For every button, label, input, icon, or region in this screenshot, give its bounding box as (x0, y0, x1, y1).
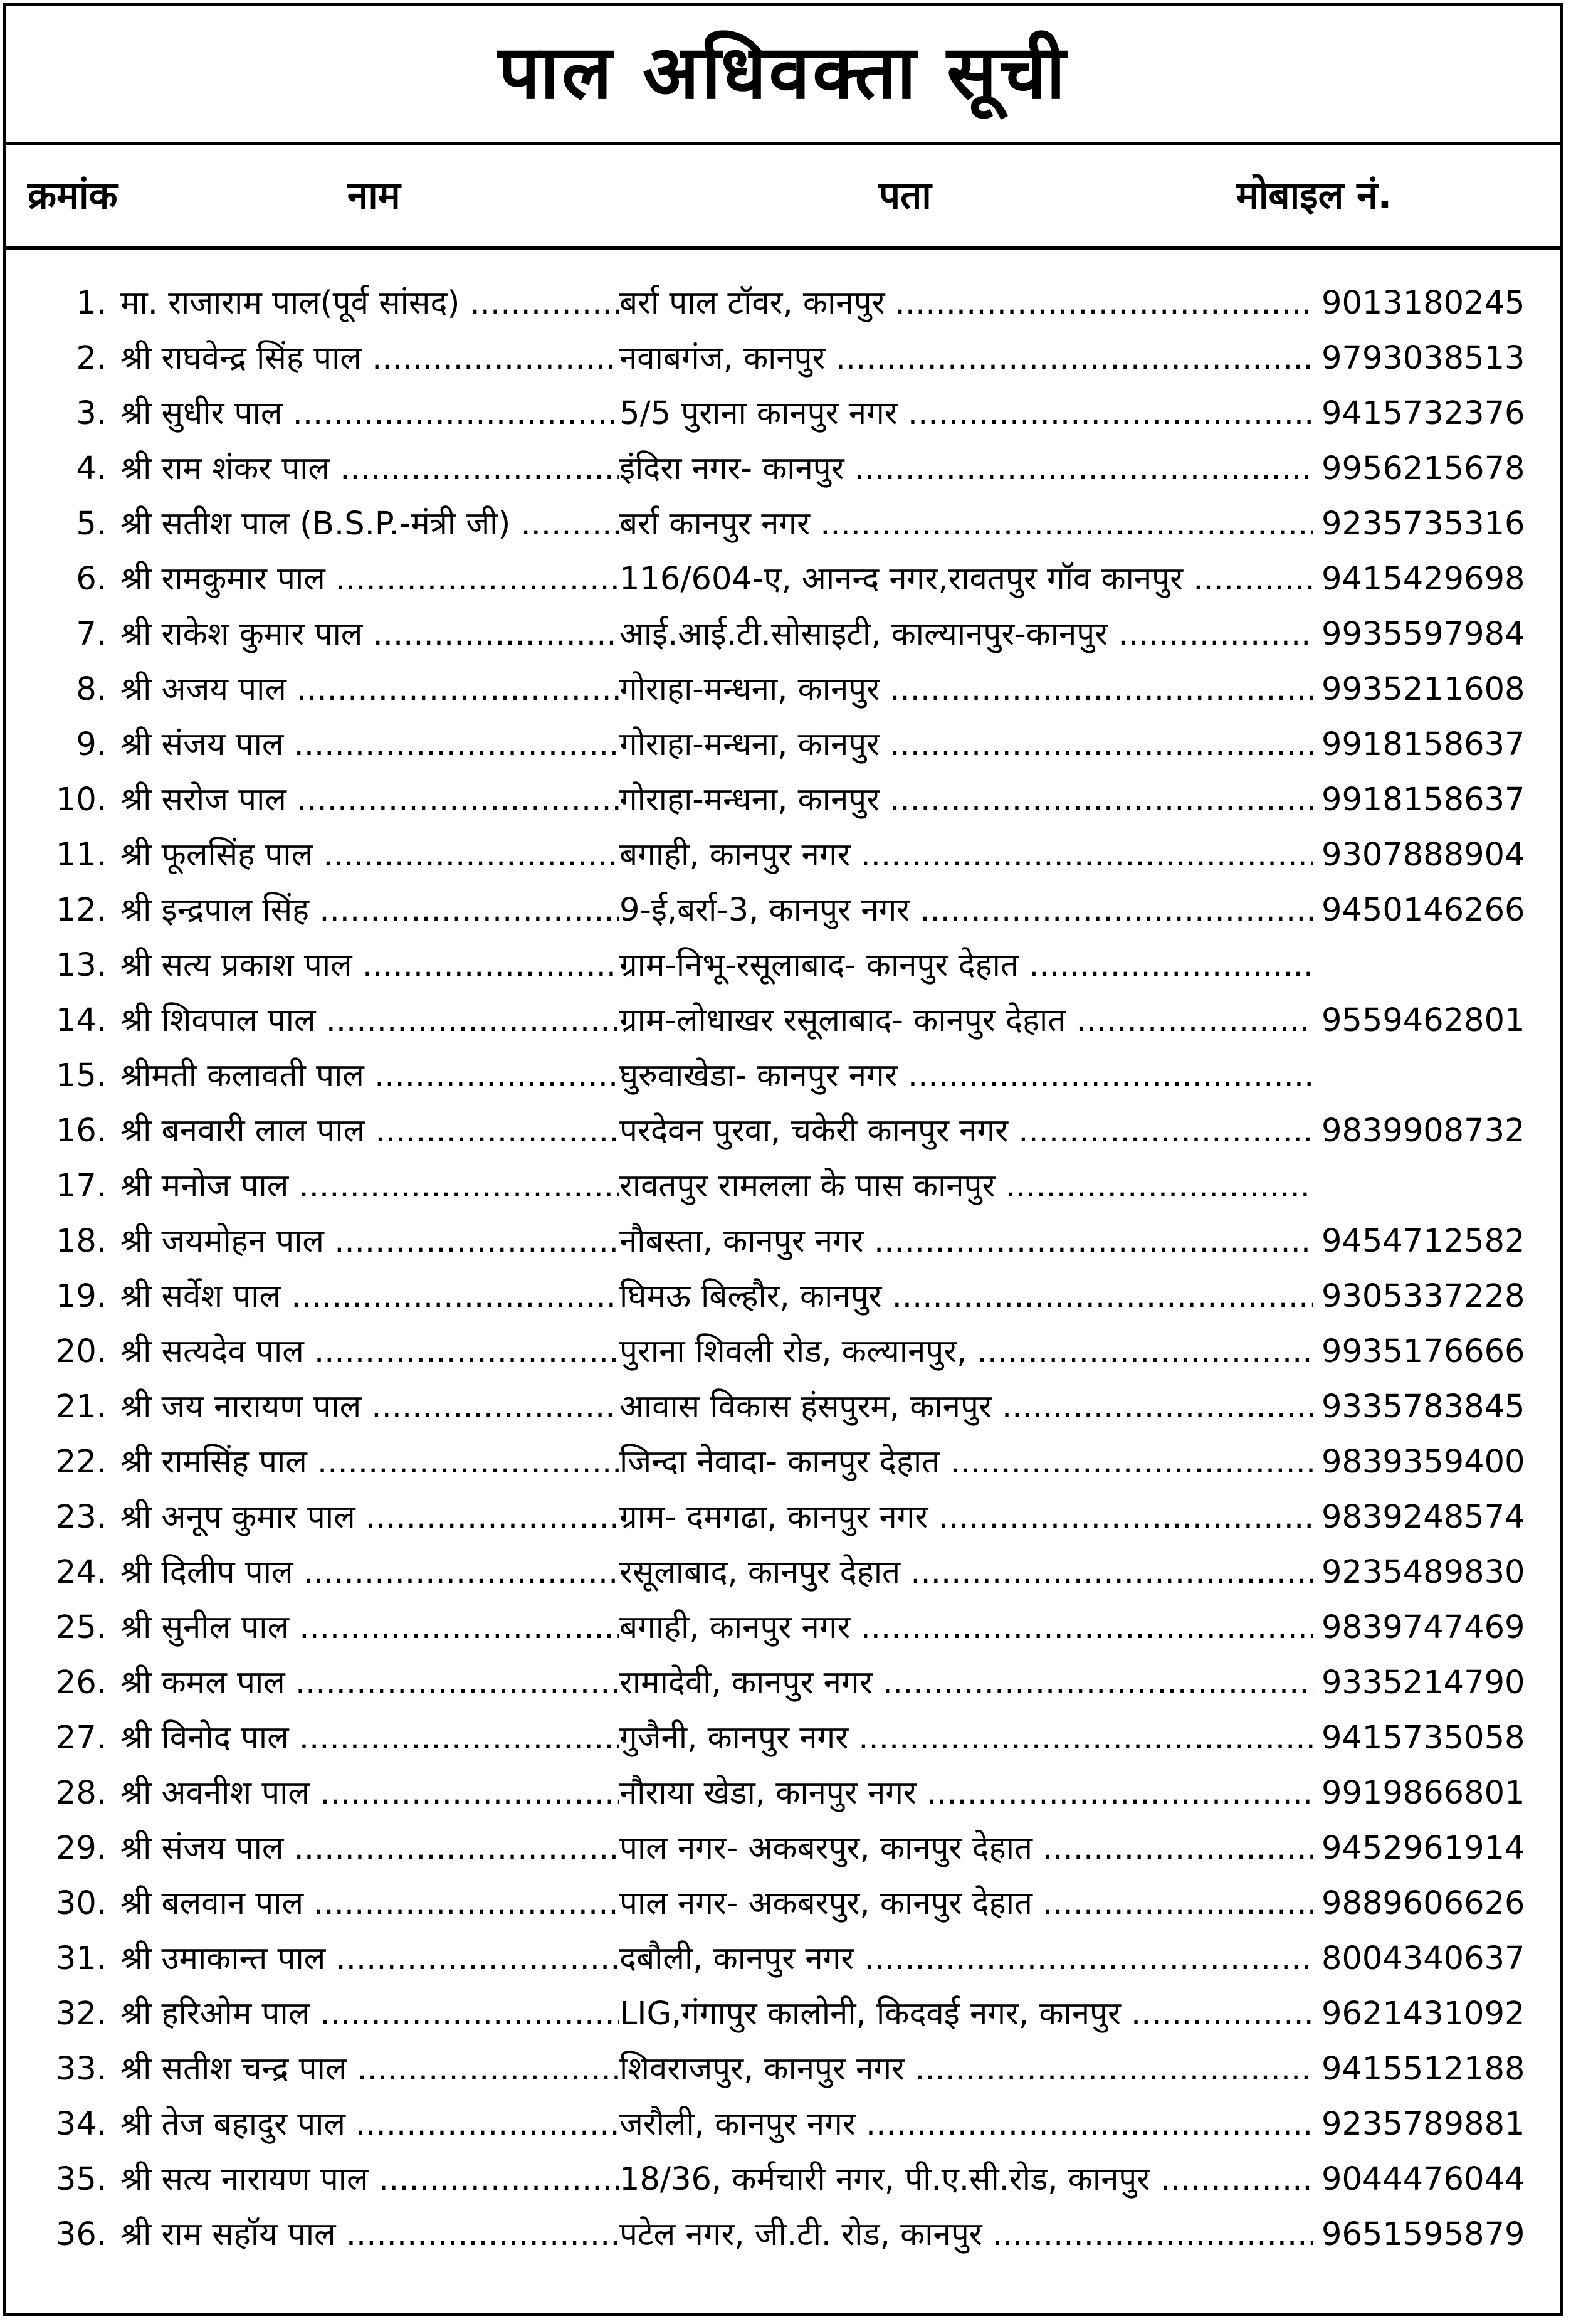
serial-number: 19. (55, 1278, 107, 1315)
advocate-address: बर्रा कानपुर नगर ..... (619, 497, 1313, 552)
advocate-name: श्रीमती कलावती पाल ..... (120, 1048, 619, 1104)
list-item (6, 1380, 1560, 1435)
mobile-number: 9044476044 (1321, 2161, 1525, 2198)
list-item (6, 497, 1560, 552)
serial-number: 27. (55, 1719, 107, 1756)
mobile-number: 9235489830 (1321, 1554, 1525, 1591)
advocate-name: श्री सतीश पाल (B.S.P.-मंत्री जी) ..... (120, 497, 619, 552)
advocate-name: श्री संजय पाल ..... (120, 1821, 619, 1876)
list-item (6, 331, 1560, 386)
list-item (6, 1711, 1560, 1766)
advocate-address: गोराहा-मन्धना, कानपुर ..... (619, 662, 1313, 717)
mobile-number: 9839248574 (1321, 1499, 1525, 1536)
advocate-name: श्री फूलसिंह पाल ..... (120, 828, 619, 883)
mobile-number: 9935211608 (1321, 671, 1525, 708)
list-item (6, 938, 1560, 993)
mobile-number: 9235735316 (1321, 505, 1525, 542)
list-item (6, 1766, 1560, 1821)
header-serial-number: क्रमांक (28, 174, 118, 218)
advocate-name: श्री राकेश कुमार पाल ..... (120, 607, 619, 662)
list-item (6, 1104, 1560, 1159)
advocate-address: ग्राम-निभू-रसूलाबाद- कानपुर देहात ..... (619, 938, 1313, 993)
advocate-name: श्री हरिओम पाल ..... (120, 1987, 619, 2042)
list-item (6, 1545, 1560, 1600)
mobile-number: 9956215678 (1321, 450, 1525, 487)
advocate-address: घिमऊ बिल्हौर, कानपुर ..... (619, 1269, 1313, 1324)
advocate-address: परदेवन पुरवा, चकेरी कानपुर नगर ..... (619, 1104, 1313, 1159)
advocate-name: श्री सर्वेश पाल ..... (120, 1269, 619, 1324)
list-item (6, 1159, 1560, 1214)
advocate-name: श्री सत्य प्रकाश पाल ..... (120, 938, 619, 993)
mobile-number: 9307888904 (1321, 837, 1525, 874)
serial-number: 36. (55, 2216, 107, 2253)
advocate-name: श्री राम सहॉय पाल ..... (120, 2207, 619, 2263)
list-item (6, 1821, 1560, 1876)
serial-number: 4. (76, 450, 107, 487)
mobile-number: 9918158637 (1321, 781, 1525, 818)
serial-number: 29. (55, 1830, 107, 1867)
mobile-number: 9452961914 (1321, 1830, 1525, 1867)
advocate-name: श्री अवनीश पाल ..... (120, 1766, 619, 1821)
advocate-address: आई.आई.टी.सोसाइटी, काल्यानपुर-कानपुर ..... (619, 607, 1313, 662)
serial-number: 28. (55, 1775, 107, 1812)
mobile-number: 9935597984 (1321, 616, 1525, 653)
mobile-number: 9305337228 (1321, 1278, 1525, 1315)
header-mobile: मोबाइल नं. (1236, 174, 1392, 218)
list-item (6, 662, 1560, 717)
advocate-address: LIG,गंगापुर कालोनी, किदवई नगर, कानपुर ..... (619, 1987, 1313, 2042)
document-frame (3, 3, 1563, 2316)
advocate-name: श्री सुनील पाल ..... (120, 1600, 619, 1656)
list-item (6, 386, 1560, 441)
list-item (6, 1048, 1560, 1104)
list-item (6, 828, 1560, 883)
list-item (6, 1435, 1560, 1490)
mobile-number: 9335783845 (1321, 1388, 1525, 1425)
list-item (6, 773, 1560, 828)
serial-number: 22. (55, 1444, 107, 1481)
mobile-number: 9839359400 (1321, 1444, 1525, 1481)
advocate-name: श्री जयमोहन पाल ..... (120, 1214, 619, 1269)
advocate-address: बगाही, कानपुर नगर ..... (619, 828, 1313, 883)
serial-number: 1. (76, 285, 107, 322)
list-item (6, 2097, 1560, 2152)
advocate-address: इंदिरा नगर- कानपुर ..... (619, 441, 1313, 497)
serial-number: 33. (55, 2051, 107, 2088)
list-item (6, 2207, 1560, 2263)
serial-number: 2. (76, 340, 107, 377)
advocate-address: पटेल नगर, जी.टी. रोड, कानपुर ..... (619, 2207, 1313, 2263)
advocate-name: श्री राम शंकर पाल ..... (120, 441, 619, 497)
serial-number: 24. (55, 1554, 107, 1591)
serial-number: 8. (76, 671, 107, 708)
list-item (6, 2042, 1560, 2097)
advocate-name: श्री बलवान पाल ..... (120, 1876, 619, 1931)
serial-number: 3. (76, 395, 107, 432)
advocate-address: गुजैनी, कानपुर नगर ..... (619, 1711, 1313, 1766)
advocate-address: ग्राम- दमगढा, कानपुर नगर ..... (619, 1490, 1313, 1545)
advocate-name: श्री संजय पाल ..... (120, 717, 619, 773)
advocate-address: रसूलाबाद, कानपुर देहात ..... (619, 1545, 1313, 1600)
advocate-name: श्री कमल पाल ..... (120, 1656, 619, 1711)
mobile-number: 9013180245 (1321, 285, 1525, 322)
list-item (6, 2152, 1560, 2207)
serial-number: 14. (55, 1002, 107, 1039)
list-item (6, 1987, 1560, 2042)
advocate-name: श्री तेज बहादुर पाल ..... (120, 2097, 619, 2152)
mobile-number: 9918158637 (1321, 726, 1525, 763)
advocate-name: श्री अनूप कुमार पाल ..... (120, 1490, 619, 1545)
mobile-number: 9559462801 (1321, 1002, 1525, 1039)
advocate-address: आवास विकास हंसपुरम, कानपुर ..... (619, 1380, 1313, 1435)
serial-number: 23. (55, 1499, 107, 1536)
serial-number: 7. (76, 616, 107, 653)
advocate-address: नौबस्ता, कानपुर नगर ..... (619, 1214, 1313, 1269)
advocate-name: मा. राजाराम पाल(पूर्व सांसद) ..... (120, 276, 619, 331)
advocate-name: श्री सतीश चन्द्र पाल ..... (120, 2042, 619, 2097)
serial-number: 13. (55, 947, 107, 984)
mobile-number: 9839908732 (1321, 1112, 1525, 1149)
mobile-number: 9621431092 (1321, 1995, 1525, 2032)
mobile-number: 9335214790 (1321, 1664, 1525, 1701)
serial-number: 15. (55, 1057, 107, 1094)
advocate-address: गोराहा-मन्धना, कानपुर ..... (619, 773, 1313, 828)
advocate-name: श्री शिवपाल पाल ..... (120, 993, 619, 1048)
list-item (6, 552, 1560, 607)
column-header-row (6, 145, 1560, 250)
serial-number: 6. (76, 561, 107, 598)
advocate-address: 5/5 पुराना कानपुर नगर ..... (619, 386, 1313, 441)
serial-number: 31. (55, 1940, 107, 1977)
advocate-address: नवाबगंज, कानपुर ..... (619, 331, 1313, 386)
list-item (6, 607, 1560, 662)
list-item (6, 1931, 1560, 1987)
mobile-number: 9839747469 (1321, 1609, 1525, 1646)
mobile-number: 9415429698 (1321, 561, 1525, 598)
advocate-name: श्री सत्य नारायण पाल ..... (120, 2152, 619, 2207)
list-item (6, 993, 1560, 1048)
advocate-name: श्री जय नारायण पाल ..... (120, 1380, 619, 1435)
advocate-list (6, 276, 1560, 2263)
advocate-address: दबौली, कानपुर नगर ..... (619, 1931, 1313, 1987)
list-item (6, 1269, 1560, 1324)
mobile-number: 9415735058 (1321, 1719, 1525, 1756)
mobile-number: 9889606626 (1321, 1885, 1525, 1922)
serial-number: 12. (55, 892, 107, 929)
list-item (6, 883, 1560, 938)
advocate-address: रामादेवी, कानपुर नगर ..... (619, 1656, 1313, 1711)
advocate-name: श्री अजय पाल ..... (120, 662, 619, 717)
serial-number: 5. (76, 505, 107, 542)
mobile-number: 9415732376 (1321, 395, 1525, 432)
advocate-name: श्री सुधीर पाल ..... (120, 386, 619, 441)
serial-number: 25. (55, 1609, 107, 1646)
advocate-address: ग्राम-लोधाखर रसूलाबाद- कानपुर देहात ..... (619, 993, 1313, 1048)
serial-number: 17. (55, 1168, 107, 1205)
advocate-name: श्री दिलीप पाल ..... (120, 1545, 619, 1600)
advocate-address: बर्रा पाल टॉवर, कानपुर ..... (619, 276, 1313, 331)
advocate-address: पाल नगर- अकबरपुर, कानपुर देहात ..... (619, 1876, 1313, 1931)
serial-number: 10. (55, 781, 107, 818)
advocate-name: श्री बनवारी लाल पाल ..... (120, 1104, 619, 1159)
mobile-number: 9919866801 (1321, 1775, 1525, 1812)
advocate-address: पाल नगर- अकबरपुर, कानपुर देहात ..... (619, 1821, 1313, 1876)
advocate-name: श्री विनोद पाल ..... (120, 1711, 619, 1766)
advocate-address: गोराहा-मन्धना, कानपुर ..... (619, 717, 1313, 773)
list-item (6, 1490, 1560, 1545)
advocate-address: बगाही, कानपुर नगर ..... (619, 1600, 1313, 1656)
advocate-address: शिवराजपुर, कानपुर नगर ..... (619, 2042, 1313, 2097)
serial-number: 32. (55, 1995, 107, 2032)
advocate-name: श्री मनोज पाल ..... (120, 1159, 619, 1214)
mobile-number: 9415512188 (1321, 2051, 1525, 2088)
advocate-name: श्री उमाकान्त पाल ..... (120, 1931, 619, 1987)
list-item (6, 441, 1560, 497)
serial-number: 20. (55, 1333, 107, 1370)
advocate-address: जरौली, कानपुर नगर ..... (619, 2097, 1313, 2152)
serial-number: 34. (55, 2106, 107, 2143)
advocate-name: श्री रामसिंह पाल ..... (120, 1435, 619, 1490)
advocate-address: नौराया खेडा, कानपुर नगर ..... (619, 1766, 1313, 1821)
advocate-address: रावतपुर रामलला के पास कानपुर ..... (619, 1159, 1313, 1214)
mobile-number: 9235789881 (1321, 2106, 1525, 2143)
mobile-number: 8004340637 (1321, 1940, 1525, 1977)
advocate-name: श्री रामकुमार पाल ..... (120, 552, 619, 607)
list-item (6, 1600, 1560, 1656)
advocate-name: श्री राघवेन्द्र सिंह पाल ..... (120, 331, 619, 386)
serial-number: 18. (55, 1223, 107, 1260)
advocate-address: 9-ई,बर्रा-3, कानपुर नगर ..... (619, 883, 1313, 938)
serial-number: 30. (55, 1885, 107, 1922)
page-title: पाल अधिवक्ता सूची (498, 29, 1068, 115)
advocate-name: श्री इन्द्रपाल सिंह ..... (120, 883, 619, 938)
advocate-address: जिन्दा नेवादा- कानपुर देहात ..... (619, 1435, 1313, 1490)
list-item (6, 1876, 1560, 1931)
header-address: पता (879, 174, 932, 218)
mobile-number: 9651595879 (1321, 2216, 1525, 2253)
list-item (6, 1324, 1560, 1380)
advocate-address: पुराना शिवली रोड, कल्यानपुर, ..... (619, 1324, 1313, 1380)
advocate-name: श्री सरोज पाल ..... (120, 773, 619, 828)
list-item (6, 717, 1560, 773)
serial-number: 16. (55, 1112, 107, 1149)
list-item (6, 276, 1560, 331)
header-name: नाम (347, 174, 401, 218)
advocate-address: 18/36, कर्मचारी नगर, पी.ए.सी.रोड, कानपुर ..... (619, 2152, 1313, 2207)
mobile-number: 9793038513 (1321, 340, 1525, 377)
serial-number: 26. (55, 1664, 107, 1701)
serial-number: 35. (55, 2161, 107, 2198)
advocate-name: श्री सत्यदेव पाल ..... (120, 1324, 619, 1380)
serial-number: 21. (55, 1388, 107, 1425)
advocate-address: घुरुवाखेडा- कानपुर नगर ..... (619, 1048, 1313, 1104)
mobile-number: 9935176666 (1321, 1333, 1525, 1370)
mobile-number: 9454712582 (1321, 1223, 1525, 1260)
serial-number: 11. (55, 837, 107, 874)
list-item (6, 1656, 1560, 1711)
advocate-address: 116/604-ए, आनन्द नगर,रावतपुर गॉव कानपुर ..... (619, 552, 1313, 607)
title-band (6, 6, 1560, 145)
serial-number: 9. (76, 726, 107, 763)
list-item (6, 1214, 1560, 1269)
mobile-number: 9450146266 (1321, 892, 1525, 929)
